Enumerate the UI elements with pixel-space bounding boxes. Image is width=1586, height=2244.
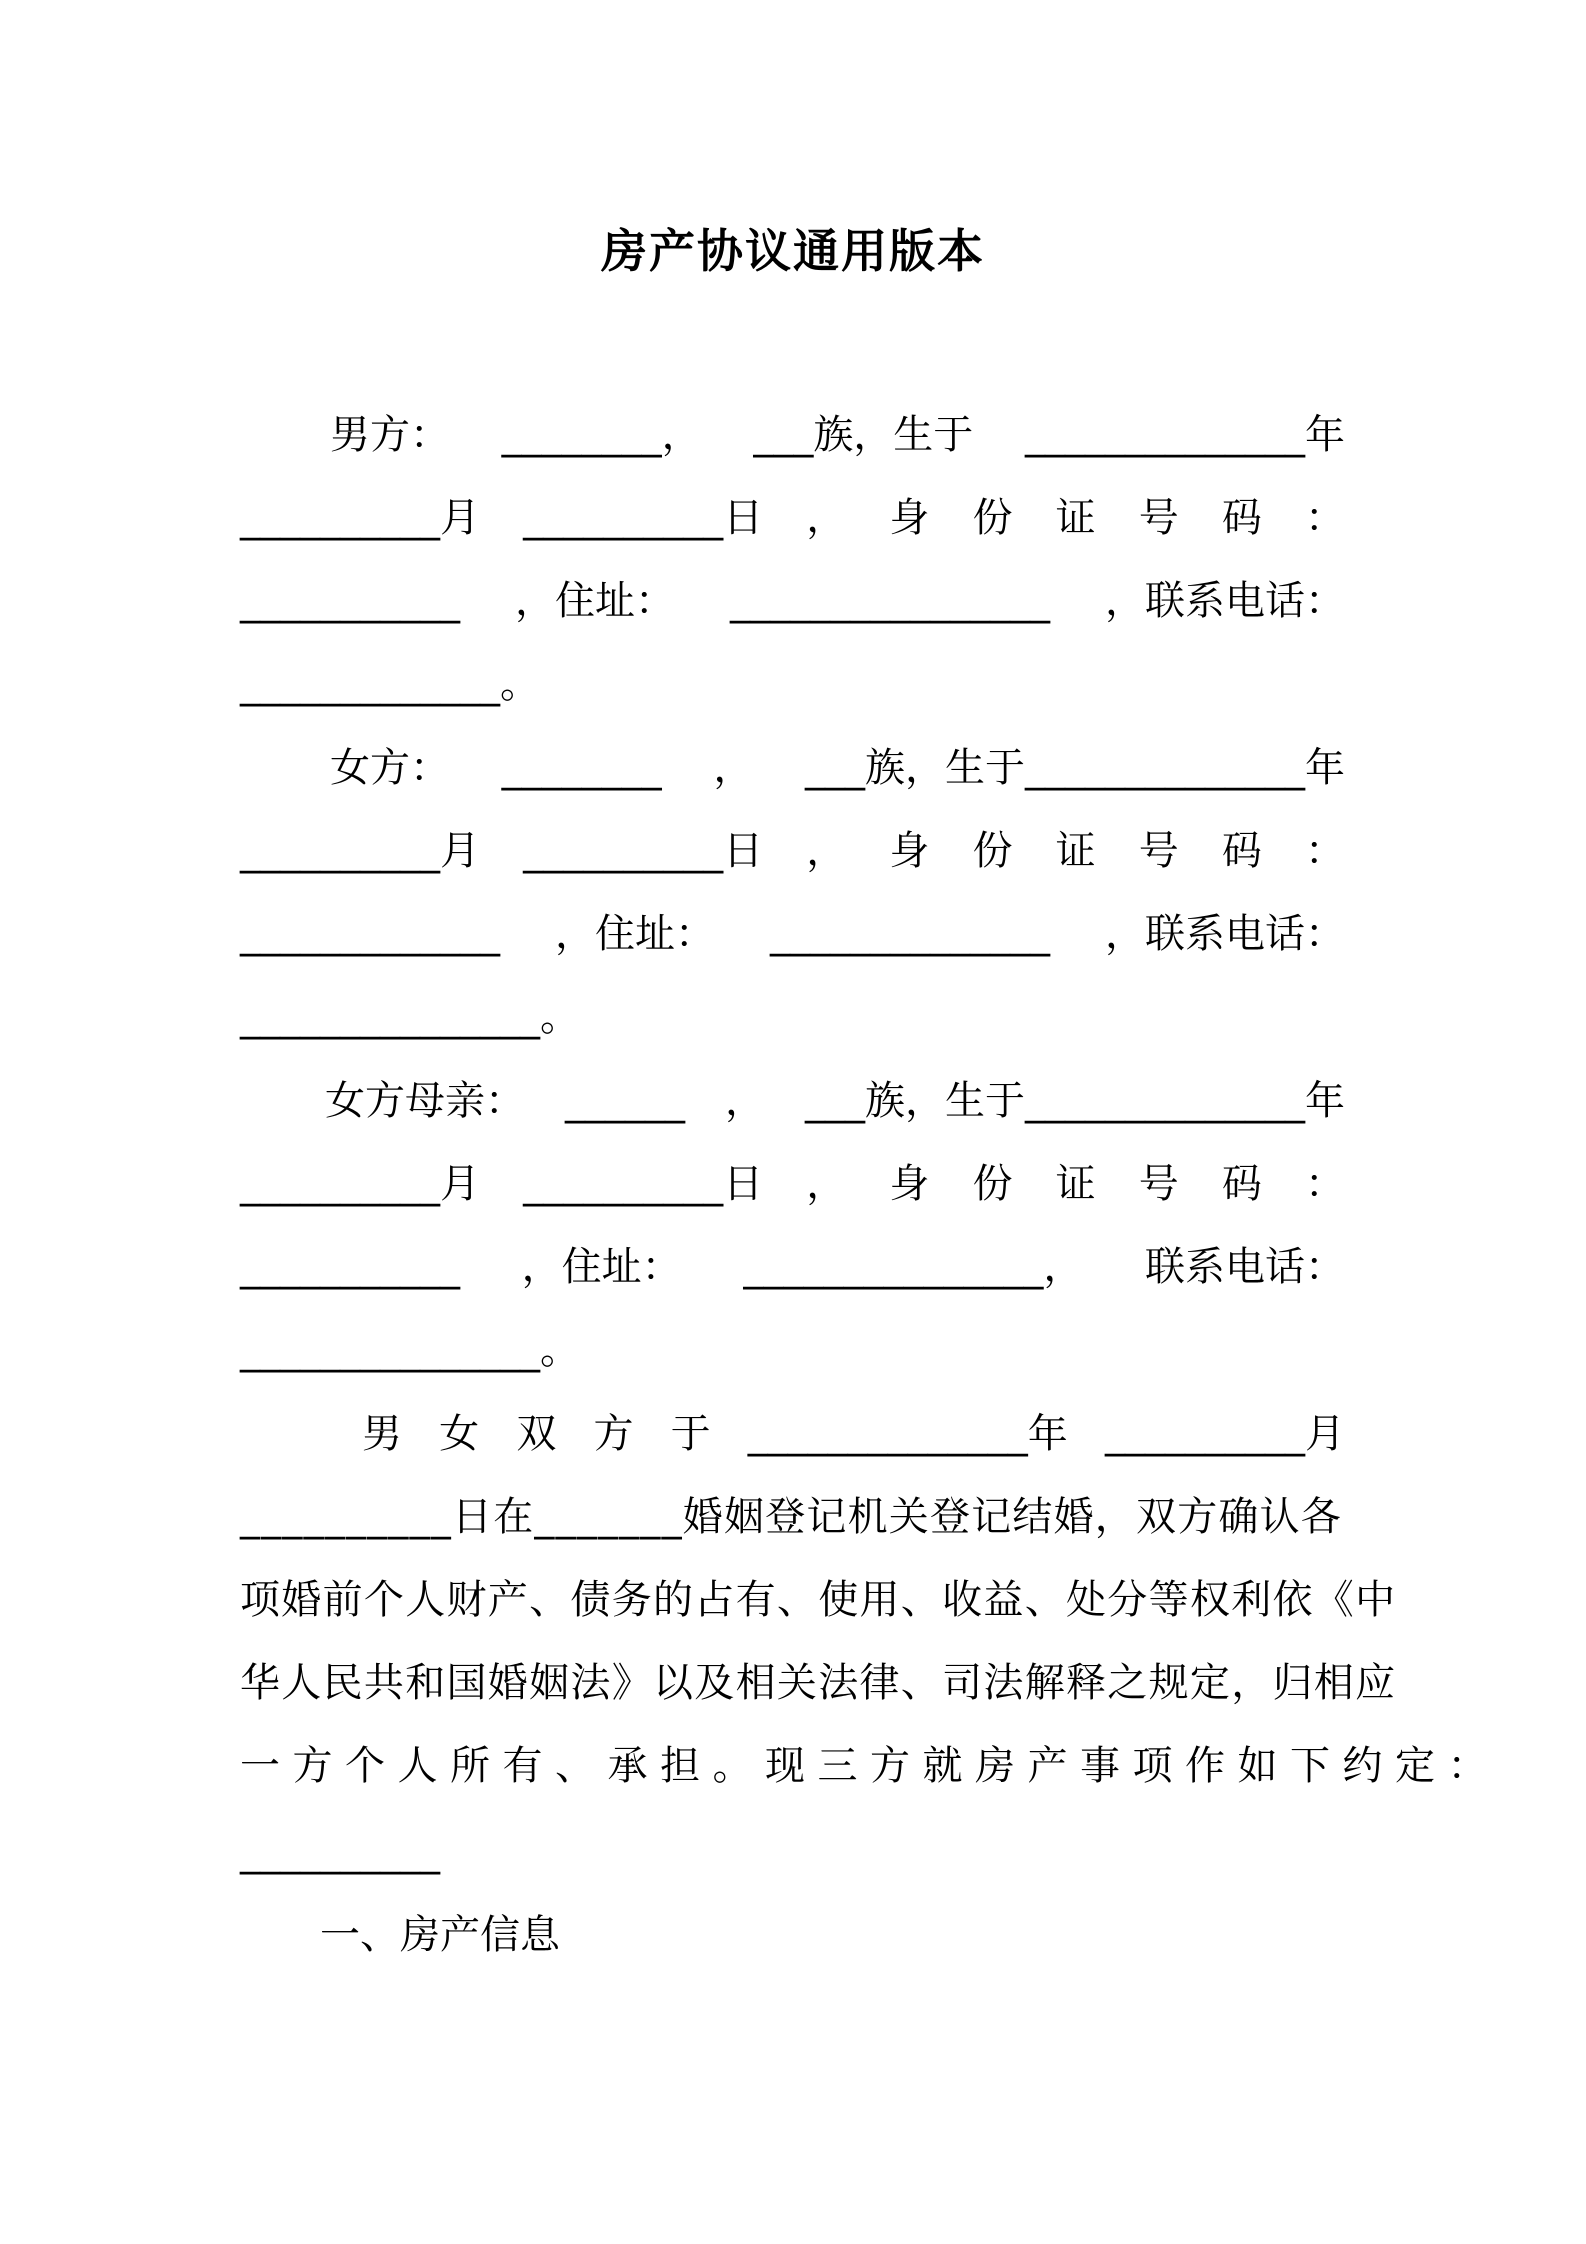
male-birth-day: __________日 <box>523 495 764 541</box>
female-name-blank: ________ <box>501 745 662 791</box>
id-char: 身 <box>889 828 930 874</box>
mother-ethnicity-born: ___族，生于______________年 <box>805 1078 1345 1124</box>
male-party-line-4 <box>240 654 1345 714</box>
paragraph-text: 项婚前个人财产、债务的占有、使用、收益、处分等权利依《中 <box>240 1577 1397 1623</box>
female-phone-blank: _______________ <box>240 994 540 1040</box>
id-char: 号 <box>1138 1161 1179 1207</box>
phone-label: ，联系电话： <box>1105 911 1345 957</box>
male-ethnicity-born: ___族，生于 <box>753 412 974 458</box>
male-birth-month: __________月 <box>240 495 480 541</box>
id-char: 身 <box>889 1161 930 1207</box>
address-label: ，住址： <box>521 1244 682 1290</box>
comma: ， <box>806 828 847 874</box>
id-char: 身 <box>889 495 930 541</box>
female-party-line-4 <box>240 987 1345 1047</box>
male-id-blank: ___________ <box>240 578 460 624</box>
period: 。 <box>540 1327 580 1373</box>
id-char: 证 <box>1055 1161 1096 1207</box>
paragraph-text: 华人民共和国婚姻法》以及相关法律、司法解释之规定，归相应 <box>240 1660 1397 1706</box>
id-char: 码 <box>1221 1161 1262 1207</box>
colon: ： <box>1305 828 1345 874</box>
female-birth-day: __________日 <box>523 828 764 874</box>
comma: ， <box>806 1161 847 1207</box>
female-party-line-1 <box>330 738 1345 798</box>
male-party-line-3 <box>240 571 1345 631</box>
male-party-label: 男方： <box>330 412 450 458</box>
id-char: 份 <box>972 1161 1013 1207</box>
id-char: 证 <box>1055 495 1096 541</box>
address-label: ，住址： <box>515 578 675 624</box>
female-ethnicity-born: ___族，生于______________年 <box>804 745 1345 791</box>
marriage-line-3 <box>240 1570 1397 1630</box>
female-address-blank: ______________ <box>770 911 1050 957</box>
mother-id-blank: ___________ <box>240 1244 460 1290</box>
marriage-line-5 <box>240 1736 1500 1796</box>
paragraph-text: __________日在_______婚姻登记机关登记结婚，双方确认各 <box>240 1494 1342 1540</box>
mother-phone-blank: _______________ <box>240 1327 540 1373</box>
male-party-line-2 <box>240 488 1345 548</box>
comma: ， <box>725 1078 765 1124</box>
colon: ： <box>1305 495 1345 541</box>
female-id-blank: _____________ <box>240 911 500 957</box>
mother-birth-month: __________月 <box>240 1161 480 1207</box>
comma: ， <box>806 495 847 541</box>
marriage-year-blank: ______________年 <box>747 1411 1068 1457</box>
phone-label: 联系电话： <box>1144 1244 1345 1290</box>
male-party-line-1 <box>330 405 1345 465</box>
female-mother-line-4 <box>240 1320 1345 1380</box>
female-mother-label: 女方母亲： <box>325 1078 525 1124</box>
paragraph-text: 一方个人所有、承担。现三方就房产事项作如下约定： <box>240 1743 1500 1789</box>
marriage-month-blank: __________月 <box>1104 1411 1345 1457</box>
marriage-line-6 <box>240 1822 1345 1882</box>
id-char: 份 <box>972 495 1013 541</box>
female-party-line-2 <box>240 821 1345 881</box>
mother-birth-day: __________日 <box>523 1161 764 1207</box>
mother-name-blank: ______ <box>565 1078 685 1124</box>
id-char: 号 <box>1138 495 1179 541</box>
section-heading-property-info: 一、房产信息 <box>320 1912 560 1958</box>
female-mother-line-1 <box>325 1071 1345 1131</box>
colon: ： <box>1305 1161 1345 1207</box>
para-char: 双 <box>516 1411 557 1457</box>
female-mother-line-2 <box>240 1154 1345 1214</box>
document-title: 房产协议通用版本 <box>601 224 985 278</box>
female-birth-month: __________月 <box>240 828 480 874</box>
address-label: ，住址： <box>555 911 715 957</box>
id-char: 号 <box>1138 828 1179 874</box>
id-char: 码 <box>1221 828 1262 874</box>
id-char: 码 <box>1221 495 1262 541</box>
male-phone-blank: _____________ <box>240 661 500 707</box>
para-char: 于 <box>670 1411 711 1457</box>
female-mother-line-3 <box>240 1237 1345 1297</box>
marriage-line-1 <box>362 1404 1345 1464</box>
male-address-blank: ________________ <box>730 578 1050 624</box>
female-party-label: 女方： <box>330 745 450 791</box>
para-char: 男 <box>362 1411 402 1457</box>
trailing-blank: __________ <box>240 1829 440 1875</box>
marriage-line-2 <box>240 1487 1345 1547</box>
period: 。 <box>540 994 580 1040</box>
marriage-line-4 <box>240 1653 1397 1713</box>
male-name-blank: ________， <box>501 412 702 458</box>
mother-address-blank: _______________， <box>743 1244 1084 1290</box>
para-char: 女 <box>439 1411 480 1457</box>
phone-label: ，联系电话： <box>1105 578 1345 624</box>
period: 。 <box>500 661 540 707</box>
id-char: 证 <box>1055 828 1096 874</box>
para-char: 方 <box>593 1411 634 1457</box>
comma: ， <box>713 745 754 791</box>
male-birth-year: ______________年 <box>1024 412 1345 458</box>
female-party-line-3 <box>240 904 1345 964</box>
id-char: 份 <box>972 828 1013 874</box>
